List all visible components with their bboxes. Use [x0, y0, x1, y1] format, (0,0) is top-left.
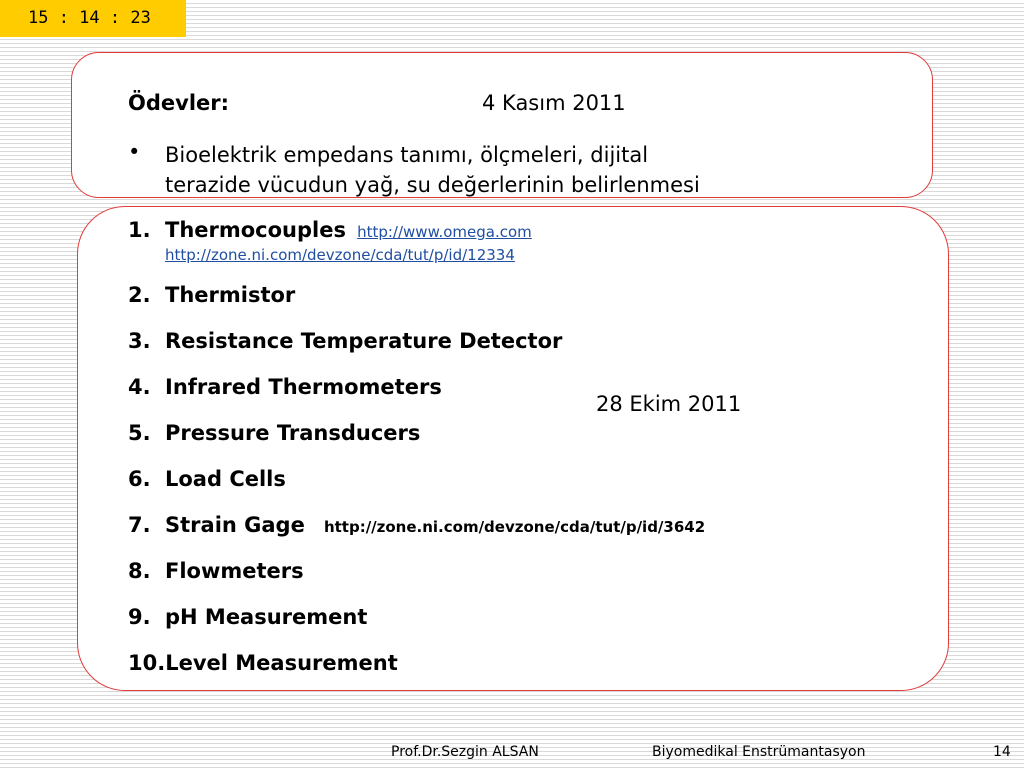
item-label: Thermistor [165, 283, 296, 307]
footer-author: Prof.Dr.Sezgin ALSAN [391, 744, 539, 760]
item-number: 5. [128, 421, 151, 445]
item-number: 4. [128, 375, 151, 399]
assignments-heading: Ödevler: [128, 91, 230, 115]
assignment-text [165, 140, 700, 200]
item-label: Resistance Temperature Detector [165, 329, 563, 353]
assignment-line-1: Bioelektrik empedans tanımı, ölçmeleri, dijital [165, 143, 649, 167]
slide-number: 14 [993, 744, 1011, 760]
list-item-4 [128, 375, 442, 399]
item-label: Pressure Transducers [165, 421, 421, 445]
item-label: Strain Gage [165, 513, 305, 537]
item-number: 1. [128, 218, 151, 242]
list-item-7 [128, 513, 705, 537]
clock-display: 15 : 14 : 23 [0, 0, 186, 37]
item-label: Infrared Thermometers [165, 375, 442, 399]
list-item-8 [128, 559, 304, 583]
ni-strain-gage-link[interactable]: http://zone.ni.com/devzone/cda/tut/p/id/3642 [323, 518, 706, 536]
list-item-6 [128, 467, 286, 491]
item-label: pH Measurement [165, 605, 368, 629]
item-number: 10. [128, 651, 166, 675]
list-item-2 [128, 283, 295, 307]
item-number: 7. [128, 513, 151, 537]
omega-link[interactable]: http://www.omega.com [357, 223, 532, 241]
item-number: 8. [128, 559, 151, 583]
list-item-5 [128, 421, 420, 445]
bullet-marker: • [128, 140, 141, 164]
list-item-9 [128, 605, 367, 629]
item-number: 2. [128, 283, 151, 307]
date-assignment: 4 Kasım 2011 [482, 91, 626, 115]
item-label: Flowmeters [165, 559, 304, 583]
item-number: 9. [128, 605, 151, 629]
item-label: Load Cells [165, 467, 286, 491]
ni-thermocouple-link[interactable]: http://zone.ni.com/devzone/cda/tut/p/id/12334 [165, 246, 515, 264]
footer-course: Biyomedikal Enstrümantasyon [652, 744, 866, 760]
assignment-line-2: terazide vücudun yağ, su değerlerinin belirlenmesi [165, 173, 700, 197]
item-number: 6. [128, 467, 151, 491]
date-topics: 28 Ekim 2011 [596, 392, 742, 416]
item-label: Thermocouples [165, 218, 346, 242]
item-label: Level Measurement [165, 651, 398, 675]
list-item-10 [128, 651, 398, 675]
list-item-3 [128, 329, 562, 353]
item-number: 3. [128, 329, 151, 353]
list-item-1 [128, 218, 532, 242]
